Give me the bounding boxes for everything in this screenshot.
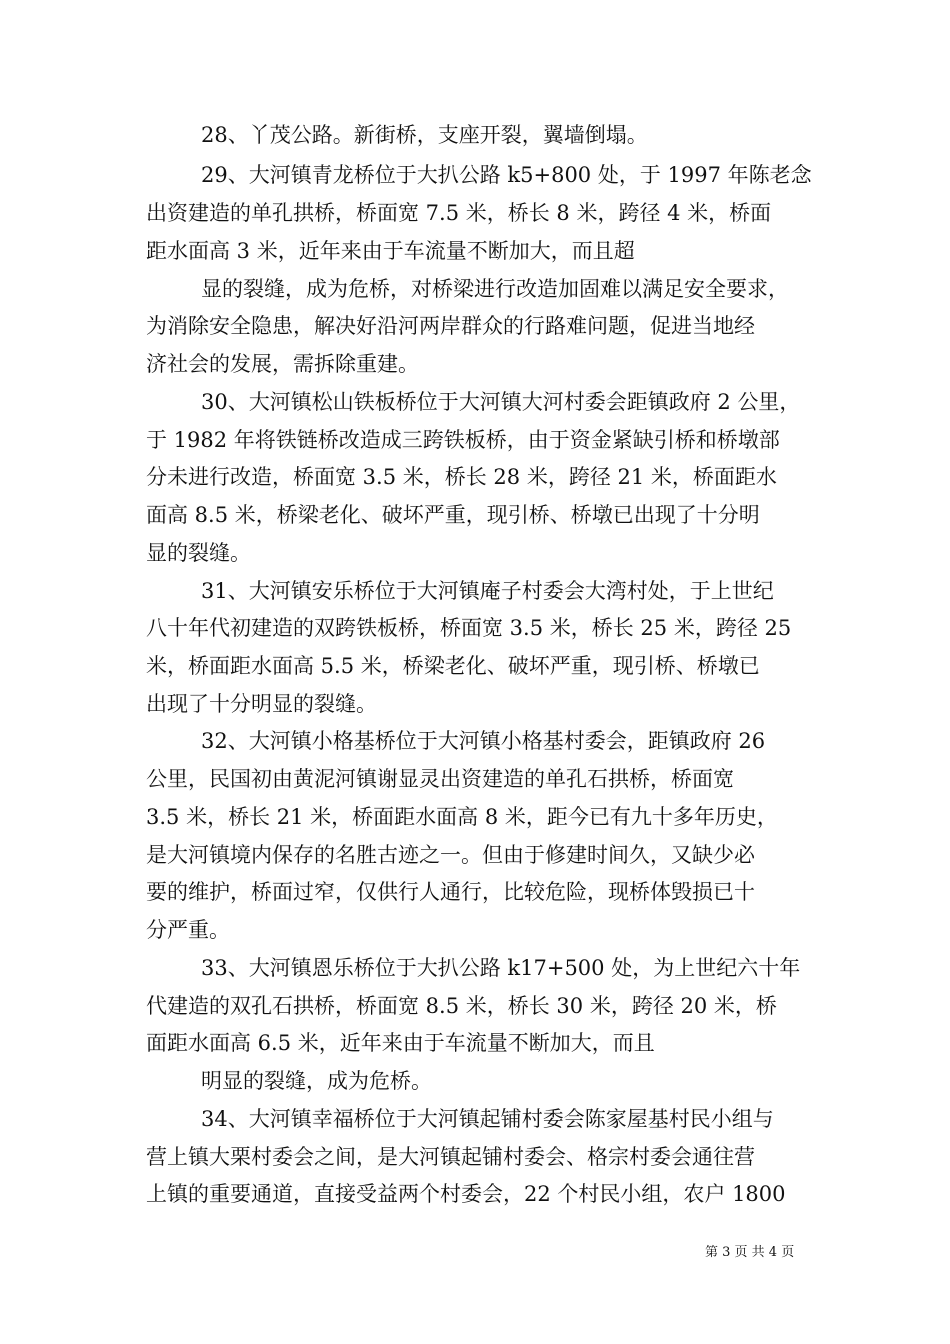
paragraph-31-line-3: 米，桥面距水面高 5.5 米，桥梁老化、破坏严重，现引桥、桥墩已: [146, 654, 760, 678]
paragraph-31-line-4: 出现了十分明显的裂缝。: [146, 692, 377, 716]
paragraph-31-line-1: 31、大河镇安乐桥位于大河镇庵子村委会大湾村处，于上世纪: [201, 579, 774, 603]
paragraph-32-line-2: 公里，民国初由黄泥河镇谢显灵出资建造的单孔石拱桥，桥面宽: [146, 767, 734, 791]
paragraph-30-line-3: 分未进行改造，桥面宽 3.5 米，桥长 28 米，跨径 21 米，桥面距水: [146, 465, 777, 489]
paragraph-32-line-3: 3.5 米，桥长 21 米，桥面距水面高 8 米，距今已有九十多年历史，: [146, 805, 778, 829]
paragraph-29-line-1: 29、大河镇青龙桥位于大扒公路 k5+800 处，于 1997 年陈老念: [201, 163, 812, 187]
paragraph-31-line-2: 八十年代初建造的双跨铁板桥，桥面宽 3.5 米，桥长 25 米，跨径 25: [146, 616, 792, 640]
paragraph-29b-line-3: 济社会的发展，需拆除重建。: [146, 352, 419, 376]
paragraph-28-line-1: 28、丫茂公路。新街桥，支座开裂，翼墙倒塌。: [201, 123, 648, 147]
paragraph-32-line-4: 是大河镇境内保存的名胜古迹之一。但由于修建时间久，又缺少必: [146, 843, 755, 867]
paragraph-29-line-2: 出资建造的单孔拱桥，桥面宽 7.5 米，桥长 8 米，跨径 4 米，桥面: [146, 201, 772, 225]
paragraph-33b-line-1: 明显的裂缝，成为危桥。: [201, 1069, 432, 1093]
paragraph-34-line-2: 营上镇大栗村委会之间，是大河镇起铺村委会、格宗村委会通往营: [146, 1145, 755, 1169]
paragraph-32-line-5: 要的维护，桥面过窄，仅供行人通行，比较危险，现桥体毁损已十: [146, 880, 755, 904]
paragraph-30-line-4: 面高 8.5 米，桥梁老化、破坏严重，现引桥、桥墩已出现了十分明: [146, 503, 760, 527]
paragraph-33-line-3: 面距水面高 6.5 米，近年来由于车流量不断加大，而且: [146, 1031, 655, 1055]
paragraph-30-line-2: 于 1982 年将铁链桥改造成三跨铁板桥，由于资金紧缺引桥和桥墩部: [146, 428, 780, 452]
paragraph-33-line-2: 代建造的双孔石拱桥，桥面宽 8.5 米，桥长 30 米，跨径 20 米，桥: [146, 994, 777, 1018]
paragraph-33-line-1: 33、大河镇恩乐桥位于大扒公路 k17+500 处，为上世纪六十年: [201, 956, 801, 980]
paragraph-29b-line-2: 为消除安全隐患，解决好沿河两岸群众的行路难问题，促进当地经: [146, 314, 755, 338]
paragraph-32-line-6: 分严重。: [146, 918, 230, 942]
paragraph-34-line-3: 上镇的重要通道，直接受益两个村委会，22 个村民小组，农户 1800: [146, 1182, 786, 1206]
page-number-footer: 第 3 页 共 4 页: [705, 1245, 795, 1260]
paragraph-30-line-5: 显的裂缝。: [146, 541, 251, 565]
paragraph-32-line-1: 32、大河镇小格基桥位于大河镇小格基村委会，距镇政府 26: [201, 729, 766, 753]
paragraph-29b-line-1: 显的裂缝，成为危桥，对桥梁进行改造加固难以满足安全要求，: [201, 277, 789, 301]
paragraph-29-line-3: 距水面高 3 米，近年来由于车流量不断加大，而且超: [146, 239, 635, 263]
paragraph-34-line-1: 34、大河镇幸福桥位于大河镇起铺村委会陈家屋基村民小组与: [201, 1107, 774, 1131]
paragraph-30-line-1: 30、大河镇松山铁板桥位于大河镇大河村委会距镇政府 2 公里，: [201, 390, 801, 414]
